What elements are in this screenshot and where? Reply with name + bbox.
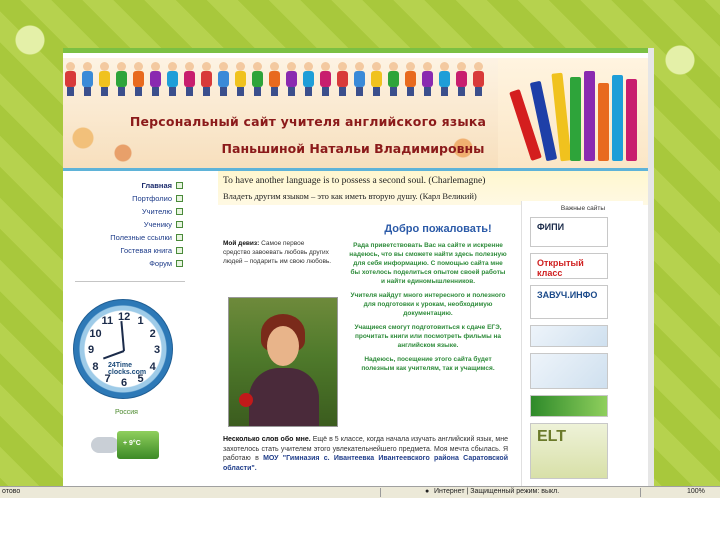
children-illustration: [63, 60, 498, 102]
clock-hour-hand: [103, 350, 124, 359]
menu-item[interactable]: [75, 231, 183, 244]
bottom-area: [0, 496, 720, 540]
menu-item-label: Полезные ссылки: [110, 233, 172, 242]
child-figure: [114, 60, 129, 98]
page-scrollbar[interactable]: [648, 48, 654, 486]
useful-sites-panel: [521, 201, 643, 486]
clock-number: 3: [154, 344, 161, 356]
cloud-icon: [91, 437, 119, 453]
menu-divider: [75, 281, 185, 282]
child-figure: [301, 60, 316, 98]
child-figure: [216, 60, 231, 98]
books-illustration: [508, 66, 643, 161]
site-link-logo[interactable]: [530, 285, 608, 319]
weather-temp: + 9°C: [123, 440, 141, 447]
clock-number: 2: [149, 327, 156, 340]
child-figure: [80, 60, 95, 98]
menu-item-label: Учителю: [141, 207, 172, 216]
teacher-photo: [228, 297, 338, 427]
menu-item-label: Ученику: [143, 220, 172, 229]
globe-icon: ●: [425, 488, 430, 495]
clock-number: 7: [104, 372, 111, 385]
clock-brand: 24Time clocks.com: [108, 362, 147, 376]
child-figure: [182, 60, 197, 98]
site-link-label: ФИПИ: [537, 222, 565, 232]
about-text: Несколько слов обо мне. Ещё в 5 классе, когда начала изучать английский язык, мне захотелось стать учителем этого увлекательнейшего предмета. Моя мечта сбылась. Я работаю в МОУ "Гимназия с. Ивантеевка Ивантеевского района Саратовской области".: [223, 436, 509, 472]
site-link-label: [531, 354, 607, 362]
menu-bullet-icon: [176, 247, 183, 254]
clock-minute-hand: [120, 321, 125, 351]
child-figure: [403, 60, 418, 98]
site-link-label: Открытый класс: [537, 258, 584, 278]
banner-leaves: [63, 58, 498, 168]
menu-item-label: Форум: [149, 259, 172, 268]
site-link-label: [531, 396, 607, 404]
clock-number: 4: [149, 360, 156, 373]
site-link-logo[interactable]: [530, 217, 608, 247]
site-link-logo[interactable]: [530, 423, 608, 479]
zoom-level[interactable]: 100%: [687, 488, 705, 495]
clock-number: 9: [88, 344, 95, 356]
menu-item-label: Главная: [141, 181, 172, 190]
menu-bullet-icon: [176, 208, 183, 215]
child-figure: [199, 60, 214, 98]
weather-widget[interactable]: [91, 431, 159, 459]
site-link-logo[interactable]: [530, 253, 608, 279]
child-figure: [131, 60, 146, 98]
clock-number: 10: [89, 327, 102, 340]
browser-status-bar: [0, 486, 720, 498]
menu-item[interactable]: [75, 192, 183, 205]
child-figure: [437, 60, 452, 98]
child-figure: [267, 60, 282, 98]
menu-bullet-icon: [176, 195, 183, 202]
menu-bullet-icon: [176, 234, 183, 241]
child-figure: [284, 60, 299, 98]
quote-english: To have another language is to possess a second soul. (Charlemagne): [223, 176, 486, 186]
child-figure: [386, 60, 401, 98]
site-banner: [63, 58, 648, 168]
clock-widget[interactable]: [73, 299, 173, 399]
security-zone: Интернет | Защищенный режим: выкл.: [434, 488, 560, 495]
site-title-line2: Паньшиной Натальи Владимировны: [221, 141, 485, 156]
status-text: отово: [2, 488, 21, 495]
child-figure: [148, 60, 163, 98]
child-figure: [318, 60, 333, 98]
menu-bullet-icon: [176, 260, 183, 267]
clock-number: 5: [137, 372, 144, 385]
menu-item[interactable]: [75, 218, 183, 231]
clock-number: 11: [101, 315, 114, 328]
motto: Мой девиз: Самое первое средство завоевать любовь других людей – подарить им свою любовь.: [223, 240, 332, 265]
clock-number: 1: [137, 315, 144, 328]
site-link-logo[interactable]: [530, 325, 608, 347]
site-link-label: ЗАВУЧ.ИНФО: [537, 290, 598, 300]
clock-number: 6: [121, 377, 128, 389]
web-page: [63, 48, 648, 486]
useful-sites-title: Важные сайты: [560, 205, 606, 212]
site-link-label: ELT: [537, 428, 567, 445]
child-figure: [250, 60, 265, 98]
clock-number: 8: [92, 360, 99, 373]
menu-bullet-icon: [176, 221, 183, 228]
menu-item[interactable]: [75, 179, 183, 192]
site-link-label: [531, 326, 607, 334]
menu-item[interactable]: [75, 205, 183, 218]
page-content: [63, 171, 648, 486]
region-label: Россия: [115, 409, 138, 416]
menu-item-label: Портфолио: [132, 194, 172, 203]
child-figure: [233, 60, 248, 98]
menu-item[interactable]: [75, 244, 183, 257]
welcome-title: Добро пожаловать!: [384, 223, 492, 235]
main-column: [218, 171, 648, 486]
school-link[interactable]: МОУ "Гимназия с. Ивантеевка Ивантеевского района Саратовской области".: [223, 455, 509, 472]
clock-number: 12: [118, 311, 131, 323]
menu-item[interactable]: [75, 257, 183, 270]
menu-bullet-icon: [176, 182, 183, 189]
child-figure: [97, 60, 112, 98]
child-figure: [369, 60, 384, 98]
welcome-text: Рада приветствовать Вас на сайте и искренне надеюсь, что вы сможете найти здесь полезную для себя информацию. С помощью сайта мне бы хотелось поделиться опытом своей работы и найти единомышленников. Учителя найдут много интересного и полезного для подготовки к урокам, необходимую документацию. Учащиеся смогут подготовиться к сдаче ЕГЭ, прочитать книги или посмотреть фильмы на английском языке. Надеюсь, посещение этого сайта будет полезным как учителям, так и учащимся.: [349, 242, 507, 372]
site-title-line1: Персональный сайт учителя английского языка: [129, 114, 487, 129]
child-figure: [471, 60, 486, 98]
site-link-logo[interactable]: [530, 395, 608, 417]
child-figure: [335, 60, 350, 98]
child-figure: [454, 60, 469, 98]
quote-russian: Владеть другим языком – это как иметь вторую душу. (Карл Великий): [223, 191, 477, 201]
left-sidebar: [63, 171, 218, 486]
child-figure: [63, 60, 78, 98]
main-menu: [75, 179, 183, 270]
site-link-logo[interactable]: [530, 353, 608, 389]
child-figure: [352, 60, 367, 98]
child-figure: [420, 60, 435, 98]
quote-bar: [218, 171, 648, 205]
menu-item-label: Гостевая книга: [120, 246, 172, 255]
child-figure: [165, 60, 180, 98]
